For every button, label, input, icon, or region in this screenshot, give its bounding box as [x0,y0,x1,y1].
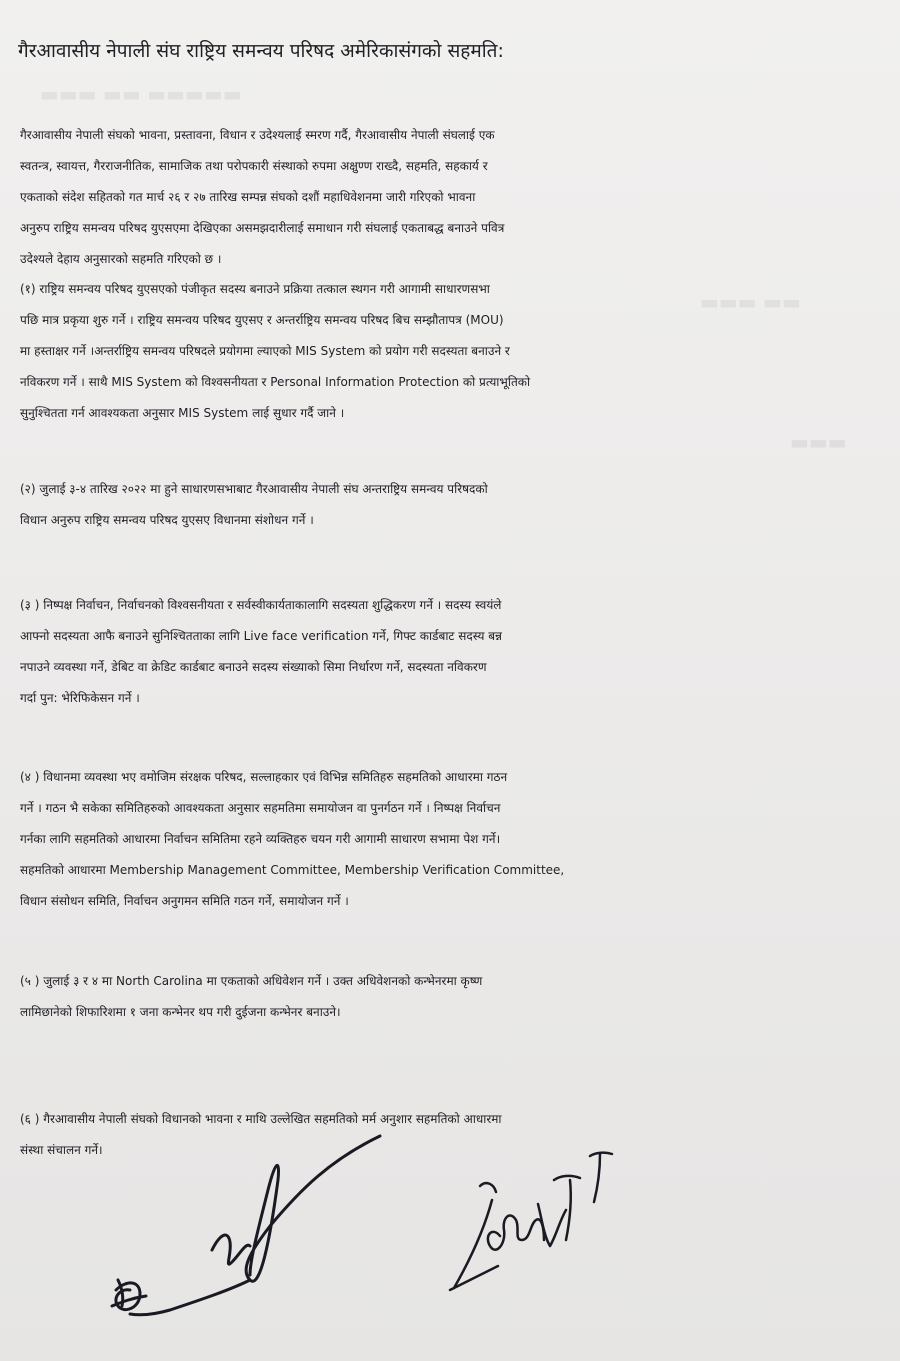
signature-right [440,1140,640,1300]
text-line: सहमतिको आधारमा Membership Management Committee, Membership Verification Committee, [20,863,565,877]
show-through-mark: ▬▬▬ ▬▬ ▬▬▬▬▬ [40,82,242,106]
show-through-mark: ▬▬▬ ▬▬ [700,290,801,314]
text-line: (२) जुलाई ३-४ तारिख २०२२ मा हुने साधारणसभाबाट गैरआवासीय नेपाली संघ अन्तराष्ट्रिय समन्वय परिषदको [20,482,488,496]
text-line: अनुरुप राष्ट्रिय समन्वय परिषद युएसएमा देखिएका असमझदारीलाई समाधान गरी संघलाई एकताबद्ध बनाउने पवित्र [20,221,505,235]
clause-2 [20,474,892,536]
text-line: विधान संसोधन समिति, निर्वाचन अनुगमन समिति गठन गर्ने, समायोजन गर्ने । [20,894,349,908]
text-line: मा हस्ताक्षर गर्ने ।अन्तर्राष्ट्रिय समन्वय परिषदले प्रयोगमा ल्याएको MIS System को प्रयोग गरी सदस्यता बनाउने र [20,344,510,358]
text-line: गर्ने । गठन भै सकेका समितिहरुको आवश्यकता अनुसार सहमतिमा समायोजन वा पुनर्गठन गर्ने । निष्पक्ष निर्वाचन [20,801,501,815]
text-line: उदेश्यले देहाय अनुसारको सहमति गरिएको छ । [20,252,222,266]
text-line: (१) राष्ट्रिय समन्वय परिषद युएसएको पंजीकृत सदस्य बनाउने प्रक्रिया तत्काल स्थगन गरी आगामी साधारणसभा [20,282,490,296]
text-line: (५ ) जुलाई ३ र ४ मा North Carolina मा एकताको अधिवेशन गर्ने । उक्त अधिवेशनको कन्भेनरमा कृष्ण [20,974,483,988]
text-line: (६ ) गैरआवासीय नेपाली संघको विधानको भावना र माथि उल्लेखित सहमतिको मर्म अनुशार सहमतिको आधारमा [20,1112,502,1126]
text-line: स्वतन्त्र, स्वायत्त, गैरराजनीतिक, सामाजिक तथा परोपकारी संस्थाको रुपमा अक्षुण्ण राख्दै, सहमति, सहकार्य र [20,159,488,173]
signature-left [100,1130,400,1330]
clause-5 [20,966,892,1028]
text-line: गर्नका लागि सहमतिको आधारमा निर्वाचन समितिमा रहने व्यक्तिहरु चयन गरी आगामी साधारण सभामा पेश गर्ने। [20,832,501,846]
text-line: नपाउने व्यवस्था गर्ने, डेबिट वा क्रेडिट कार्डबाट बनाउने सदस्य संख्याको सिमा निर्धारण गर्ने, सदस्यता नविकरण [20,660,487,674]
text-line: (३ ) निष्पक्ष निर्वाचन, निर्वाचनको विश्वसनीयता र सर्वस्वीकार्यताकालागि सदस्यता शुद्धिकरण गर्ने । सदस्य स्वयंले [20,598,502,612]
text-line: लामिछानेको शिफारिशमा १ जना कन्भेनर थप गरी दुईजना कन्भेनर बनाउने। [20,1005,341,1019]
text-line: पछि मात्र प्रकृया शुरु गर्ने । राष्ट्रिय समन्वय परिषद युएसए र अन्तर्राष्ट्रिय समन्वय परिषद बिच सम्झौतापत्र (MOU) [20,313,504,327]
clause-3 [20,590,892,714]
text-line: गर्दा पुन: भेरिफिकेसन गर्ने । [20,691,140,705]
text-line: गैरआवासीय नेपाली संघको भावना, प्रस्तावना, विधान र उदेश्यलाई स्मरण गर्दै, गैरआवासीय नेपाली संघलाई एक [20,128,495,142]
text-line: सुनुश्चितता गर्न आवश्यकता अनुसार MIS System लाई सुधार गर्दै जाने । [20,406,345,420]
text-line: (४ ) विधानमा व्यवस्था भए वमोजिम संरक्षक परिषद, सल्लाहकार एवं विभिन्न समितिहरु सहमतिको आधारमा गठन [20,770,508,784]
document-title: गैरआवासीय नेपाली संघ राष्ट्रिय समन्वय परिषद अमेरिकासंगको सहमति: [18,40,504,62]
text-line: आफ्नो सदस्यता आफै बनाउने सुनिश्चितताका लागि Live face verification गर्ने, गिफ्ट कार्डबाट सदस्य बन्न [20,629,502,643]
clause-4 [20,762,892,917]
clause-1 [20,274,892,429]
text-line: नविकरण गर्ने । साथै MIS System को विश्वसनीयता र Personal Information Protection को प्रत्याभूतिको [20,375,531,389]
text-line: एकताको संदेश सहितको गत मार्च २६ र २७ तारिख सम्पन्न संघको दशौं महाधिवेशनमा जारी गरिएको भावना [20,190,476,204]
text-line: विधान अनुरुप राष्ट्रिय समन्वय परिषद युएसए विधानमा संशोधन गर्ने । [20,513,314,527]
show-through-mark: ▬▬▬ [790,430,847,454]
text-line: संस्था संचालन गर्ने। [20,1143,103,1157]
intro-paragraph [20,120,892,275]
